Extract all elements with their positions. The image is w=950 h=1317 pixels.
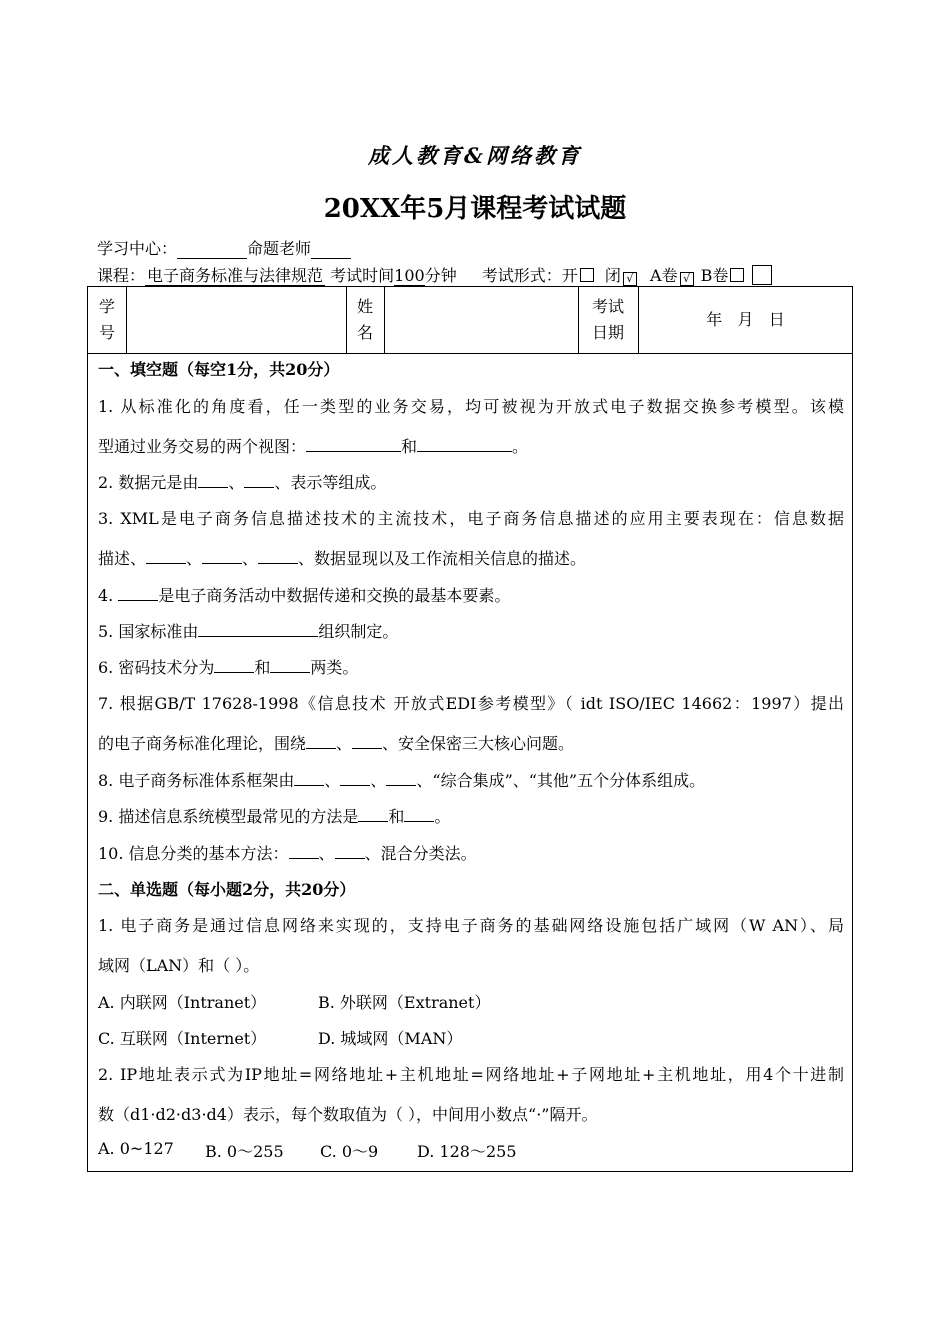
score-box[interactable] — [752, 265, 772, 285]
s2-q2-line2: 数（d1·d2·d3·d4）表示，每个数取值为（ ），中间用小数点“·”隔开。 — [98, 1105, 598, 1124]
blank[interactable] — [417, 436, 512, 452]
blank[interactable] — [335, 843, 365, 859]
meta-line-2 — [97, 263, 772, 286]
s1-q6: 6. 密码技术分为 和 两类。 — [98, 658, 359, 677]
exam-frame — [87, 286, 853, 1172]
teacher-label: 命题老师 — [247, 239, 312, 258]
paper-b-checkbox[interactable] — [730, 268, 744, 282]
option-a[interactable]: A. 0~127 — [98, 1139, 174, 1158]
s2-q1-line2: 域网（LAN）和（ ）。 — [98, 956, 260, 975]
s1-q10: 10. 信息分类的基本方法： 、 、混合分类法。 — [98, 844, 477, 863]
blank[interactable] — [294, 770, 324, 786]
name-field[interactable] — [385, 287, 578, 353]
paper-b-label: B卷 — [700, 266, 729, 285]
blank[interactable] — [146, 548, 186, 564]
blank[interactable] — [198, 621, 318, 637]
org-title: 成人教育&网络教育 — [368, 143, 582, 168]
name-label: 姓 名 — [356, 297, 373, 342]
exam-title: 20XX年5月课程考试试题 — [323, 194, 627, 224]
blank[interactable] — [244, 472, 274, 488]
section2-title: 二、单选题（每小题2分，共20分） — [98, 880, 356, 899]
blank[interactable] — [214, 657, 254, 673]
center-label: 学习中心： — [97, 239, 178, 258]
open-checkbox[interactable] — [580, 268, 594, 282]
s2-q1-options-ab — [98, 990, 844, 1013]
s1-q2: 2. 数据元是由 、 、表示等组成。 — [98, 473, 387, 492]
meta-line-1 — [97, 236, 351, 259]
blank[interactable] — [270, 657, 310, 673]
s1-q5: 5. 国家标准由 组织制定。 — [98, 622, 399, 641]
closed-label: 闭 — [604, 266, 621, 285]
s1-q3-line2: 描述、 、 、 、数据显现以及工作流相关信息的描述。 — [98, 549, 587, 568]
blank[interactable] — [352, 733, 382, 749]
s1-q9: 9. 描述信息系统模型最常见的方法是 和 。 — [98, 807, 451, 826]
blank[interactable] — [258, 548, 298, 564]
s1-q3-line1: 3. XML是电子商务信息描述技术的主流技术，电子商务信息描述的应用主要表现在：信息数据 — [98, 509, 844, 528]
blank[interactable] — [404, 806, 434, 822]
course-label: 课程： — [97, 266, 146, 285]
section1-title: 一、填空题（每空1分，共20分） — [98, 360, 340, 379]
student-id-label: 学 号 — [98, 297, 115, 342]
option-d[interactable]: D. 128～255 — [417, 1142, 517, 1161]
s2-q1-line1: 1. 电子商务是通过信息网络来实现的，支持电子商务的基础网络设施包括广域网（W AN）、局 — [98, 916, 844, 935]
s1-q7-line2: 的电子商务标准化理论，围绕 、 、安全保密三大核心问题。 — [98, 734, 575, 753]
s2-q2-options — [98, 1139, 844, 1161]
time-value: 100 — [394, 266, 425, 285]
blank[interactable] — [289, 843, 319, 859]
course-name: 电子商务标准与法律规范 — [147, 266, 324, 285]
s2-q1-options-cd — [98, 1026, 844, 1049]
info-table — [88, 287, 852, 354]
s1-q4: 4. 是电子商务活动中数据传递和交换的最基本要素。 — [98, 586, 511, 605]
s1-q1-line1: 1. 从标准化的角度看，任一类型的业务交易，均可被视为开放式电子数据交换参考模型。该模 — [98, 397, 844, 416]
exam-date-field[interactable]: 年 月 日 — [706, 310, 785, 329]
form-label: 考试形式：开 — [481, 266, 578, 285]
exam-date-label: 考试 日期 — [591, 297, 624, 342]
option-d[interactable]: D. 城域网（MAN） — [318, 1029, 463, 1048]
s1-q7-line1: 7. 根据GB/T 17628-1998《信息技术 开放式EDI参考模型》（ idt ISO/IEC 14662：1997）提出 — [98, 694, 844, 713]
blank[interactable] — [118, 585, 158, 601]
blank[interactable] — [202, 548, 242, 564]
teacher-blank[interactable] — [311, 242, 351, 259]
blank[interactable] — [198, 472, 228, 488]
blank[interactable] — [340, 770, 370, 786]
s2-q2-line1: 2. IP地址表示式为IP地址=网络地址+主机地址=网络地址+子网地址+主机地址，用4个十进制 — [98, 1065, 844, 1084]
student-id-field[interactable] — [127, 287, 346, 353]
blank[interactable] — [306, 733, 336, 749]
option-b[interactable]: B. 外联网（Extranet） — [318, 993, 491, 1012]
blank[interactable] — [306, 436, 401, 452]
option-a[interactable]: A. 内联网（Intranet） — [98, 993, 267, 1012]
option-b[interactable]: B. 0～255 — [205, 1142, 284, 1161]
option-c[interactable]: C. 0～9 — [320, 1142, 379, 1161]
time-unit: 分钟 — [424, 266, 457, 285]
time-prefix: 考试时间 — [330, 266, 395, 285]
paper-a-label: A卷 — [650, 266, 678, 285]
blank[interactable] — [358, 806, 388, 822]
option-c[interactable]: C. 互联网（Internet） — [98, 1029, 267, 1048]
center-blank[interactable] — [177, 242, 247, 259]
blank[interactable] — [386, 770, 416, 786]
closed-checkbox[interactable]: √ — [623, 272, 637, 286]
paper-a-checkbox[interactable]: √ — [680, 272, 694, 286]
s1-q1-line2: 型通过业务交易的两个视图： 和 。 — [98, 437, 529, 456]
s1-q8: 8. 电子商务标准体系框架由 、 、 、“综合集成”、“其他”五个分体系组成。 — [98, 771, 706, 790]
